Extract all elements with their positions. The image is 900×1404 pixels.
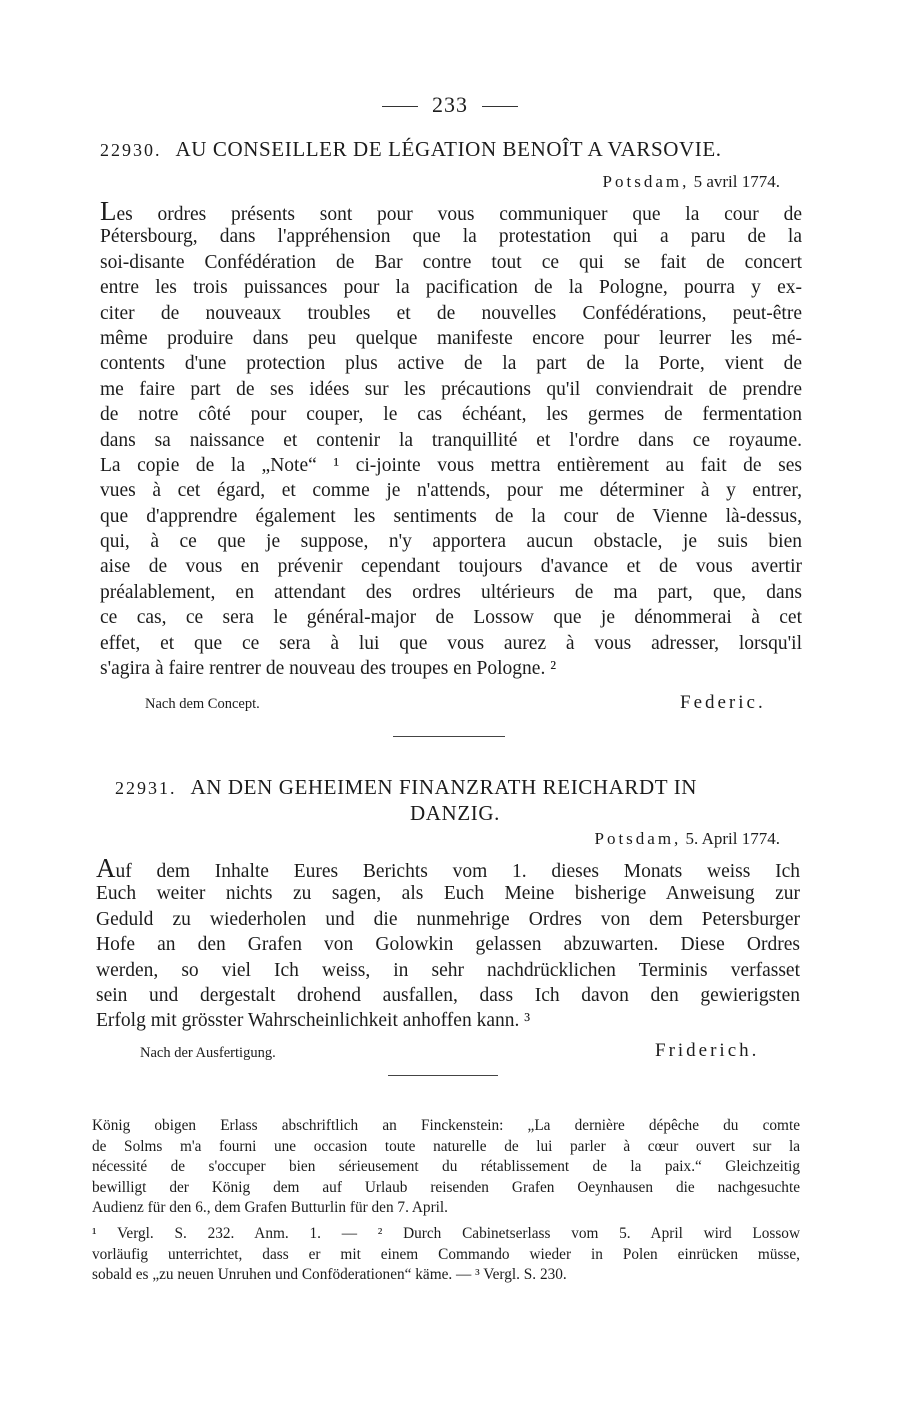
letter-1-body-line: effet, et que ce sera à lui que vous aurez à vous adresser, lorsqu'il (100, 632, 802, 654)
letter-1-body-line: soi-disante Confédération de Bar contre tout ce qui se fait de concert (100, 251, 802, 273)
letter-1-date: 5 avril 1774. (693, 172, 780, 191)
page-number-right-dash (482, 106, 518, 107)
letter-2-place-date (594, 829, 780, 849)
letter-2-body-line: Auf dem Inhalte Eures Berichts vom 1. dieses Monats weiss Ich (96, 853, 800, 883)
letter-2-date: 5. April 1774. (685, 829, 780, 848)
letter-2-title-cont: DANZIG. (410, 801, 500, 825)
letter-1-source-note: Nach dem Concept. (145, 696, 260, 712)
letter-1-body-line: aise de vous en prévenir cependant toujours d'avance et de vous avertir (100, 556, 802, 578)
note-line: de Solms m'a fourni une occasion toute naturelle de lui parler à cœur ouvert sur la (92, 1137, 800, 1155)
letter-1-body-line: ce cas, ce sera le général-major de Lossow que je dénommerai à cet (100, 607, 802, 629)
note-line: nécessité de s'occuper bien sérieusement du rétablissement de la paix.“ Gleichzeitig (92, 1158, 800, 1176)
letter-1-body-line: Pétersbourg, dans l'appréhension que la protestation qui a paru de la (100, 226, 802, 248)
note-line: König obigen Erlass abschriftlich an Finckenstein: „La dernière dépêche du comte (92, 1117, 800, 1134)
letter-1-body-line: contents d'une protection plus active de la part de la Porte, vient de (100, 353, 802, 375)
letter-1-body-line: de notre côté pour couper, le cas échéant, les germes de fermentation (100, 404, 802, 426)
footnote-line: ¹ Vergl. S. 232. Anm. 1. — ² Durch Cabinetserlass vom 5. April wird Lossow (92, 1224, 800, 1242)
section-divider-1 (393, 736, 505, 737)
letter-1-body-line: qui, à ce que je suppose, n'y apportera aucun obstacle, je suis bien (100, 531, 802, 553)
page-number-left-dash (382, 106, 418, 107)
page-number (0, 92, 900, 118)
letter-1-body (100, 196, 802, 681)
note-line: bewilligt der König dem auf Urlaub reisenden Grafen Oeynhausen die nachgesuchte (92, 1178, 800, 1196)
letter-1-body-line: que d'apprendre également les sentiments de la cour de Vienne là-dessus, (100, 505, 802, 527)
letter-1-heading (100, 137, 800, 163)
letter-2-body-line: Erfolg mit grösster Wahrscheinlichkeit anhoffen kann. ³ (96, 1010, 531, 1032)
letter-2-title: AN DEN GEHEIMEN FINANZRATH REICHARDT IN (190, 775, 698, 799)
letter-2-heading (115, 775, 795, 826)
letter-1-body-line: citer de nouveaux troubles et de nouvelles Confédérations, peut-être (100, 302, 802, 324)
letter-1-body-line: Les ordres présents sont pour vous communiquer que la cour de (100, 196, 802, 226)
letter-1-body-line: entre les trois puissances pour la pacification de la Pologne, pourra y ex- (100, 277, 802, 299)
letter-2-number: 22931. (115, 778, 177, 798)
footnote-line: vorläufig unterrichtet, dass er mit einem Commando wieder in Polen einrücken müsse, (92, 1245, 800, 1263)
letter-1-body-line: La copie de la „Note“ ¹ ci-jointe vous mettra entièrement au fait de ses (100, 454, 802, 476)
letter-2-body-line: werden, so viel Ich weiss, in sehr nachdrücklichen Terminis verfasset (96, 959, 800, 981)
letter-1-title: AU CONSEILLER DE LÉGATION BENOÎT A VARSOVIE. (175, 137, 722, 161)
letter-2-body-line: Hofe an den Grafen von Golowkin gelassen abzuwarten. Diese Ordres (96, 934, 800, 956)
letter-1-signature: Federic. (680, 692, 766, 713)
letter-1-body-line: me faire part de ses idées sur les précautions qu'il conviendrait de prendre (100, 378, 802, 400)
editorial-notes (92, 1116, 800, 1286)
letter-1-body-line: vues à cet égard, et comme je n'attends, pour me déterminer à y entrer, (100, 480, 802, 502)
page-number-value: 233 (432, 92, 468, 117)
letter-2-signature: Friderich. (655, 1040, 760, 1061)
note-line: Audienz für den 6., dem Grafen Butturlin für den 7. April. (92, 1199, 448, 1217)
letter-1-number: 22930. (100, 140, 162, 160)
footnote-line: sobald es „zu neuen Unruhen und Conföderationen“ käme. — ³ Vergl. S. 230. (92, 1266, 567, 1284)
section-divider-2 (388, 1075, 498, 1076)
letter-2-place: Potsdam, (594, 829, 682, 848)
letter-2-body-line: Geduld zu wiederholen und die nunmehrige Ordres von dem Petersburger (96, 908, 800, 930)
letter-1-place-date (603, 172, 780, 192)
letter-1-body-line: dans sa naissance et contenir la tranquillité et l'ordre dans ce royaume. (100, 429, 802, 451)
letter-2-body-line: sein und dergestalt drohend ausfallen, dass Ich davon den gewierigsten (96, 984, 800, 1006)
letter-1-body-line: préalablement, en attendant des ordres ultérieurs de ma part, que, dans (100, 581, 802, 603)
letter-2-body (96, 853, 800, 1034)
letter-1-body-line: s'agira à faire rentrer de nouveau des troupes en Pologne. ² (100, 658, 557, 680)
letter-1-body-line: même produire dans peu quelque manifeste encore pour leurrer les mé- (100, 327, 802, 349)
letter-1-place: Potsdam, (602, 172, 690, 191)
letter-2-body-line: Euch weiter nichts zu sagen, als Euch Meine bisherige Anweisung zur (96, 883, 800, 905)
letter-2-source-note: Nach der Ausfertigung. (140, 1045, 276, 1061)
